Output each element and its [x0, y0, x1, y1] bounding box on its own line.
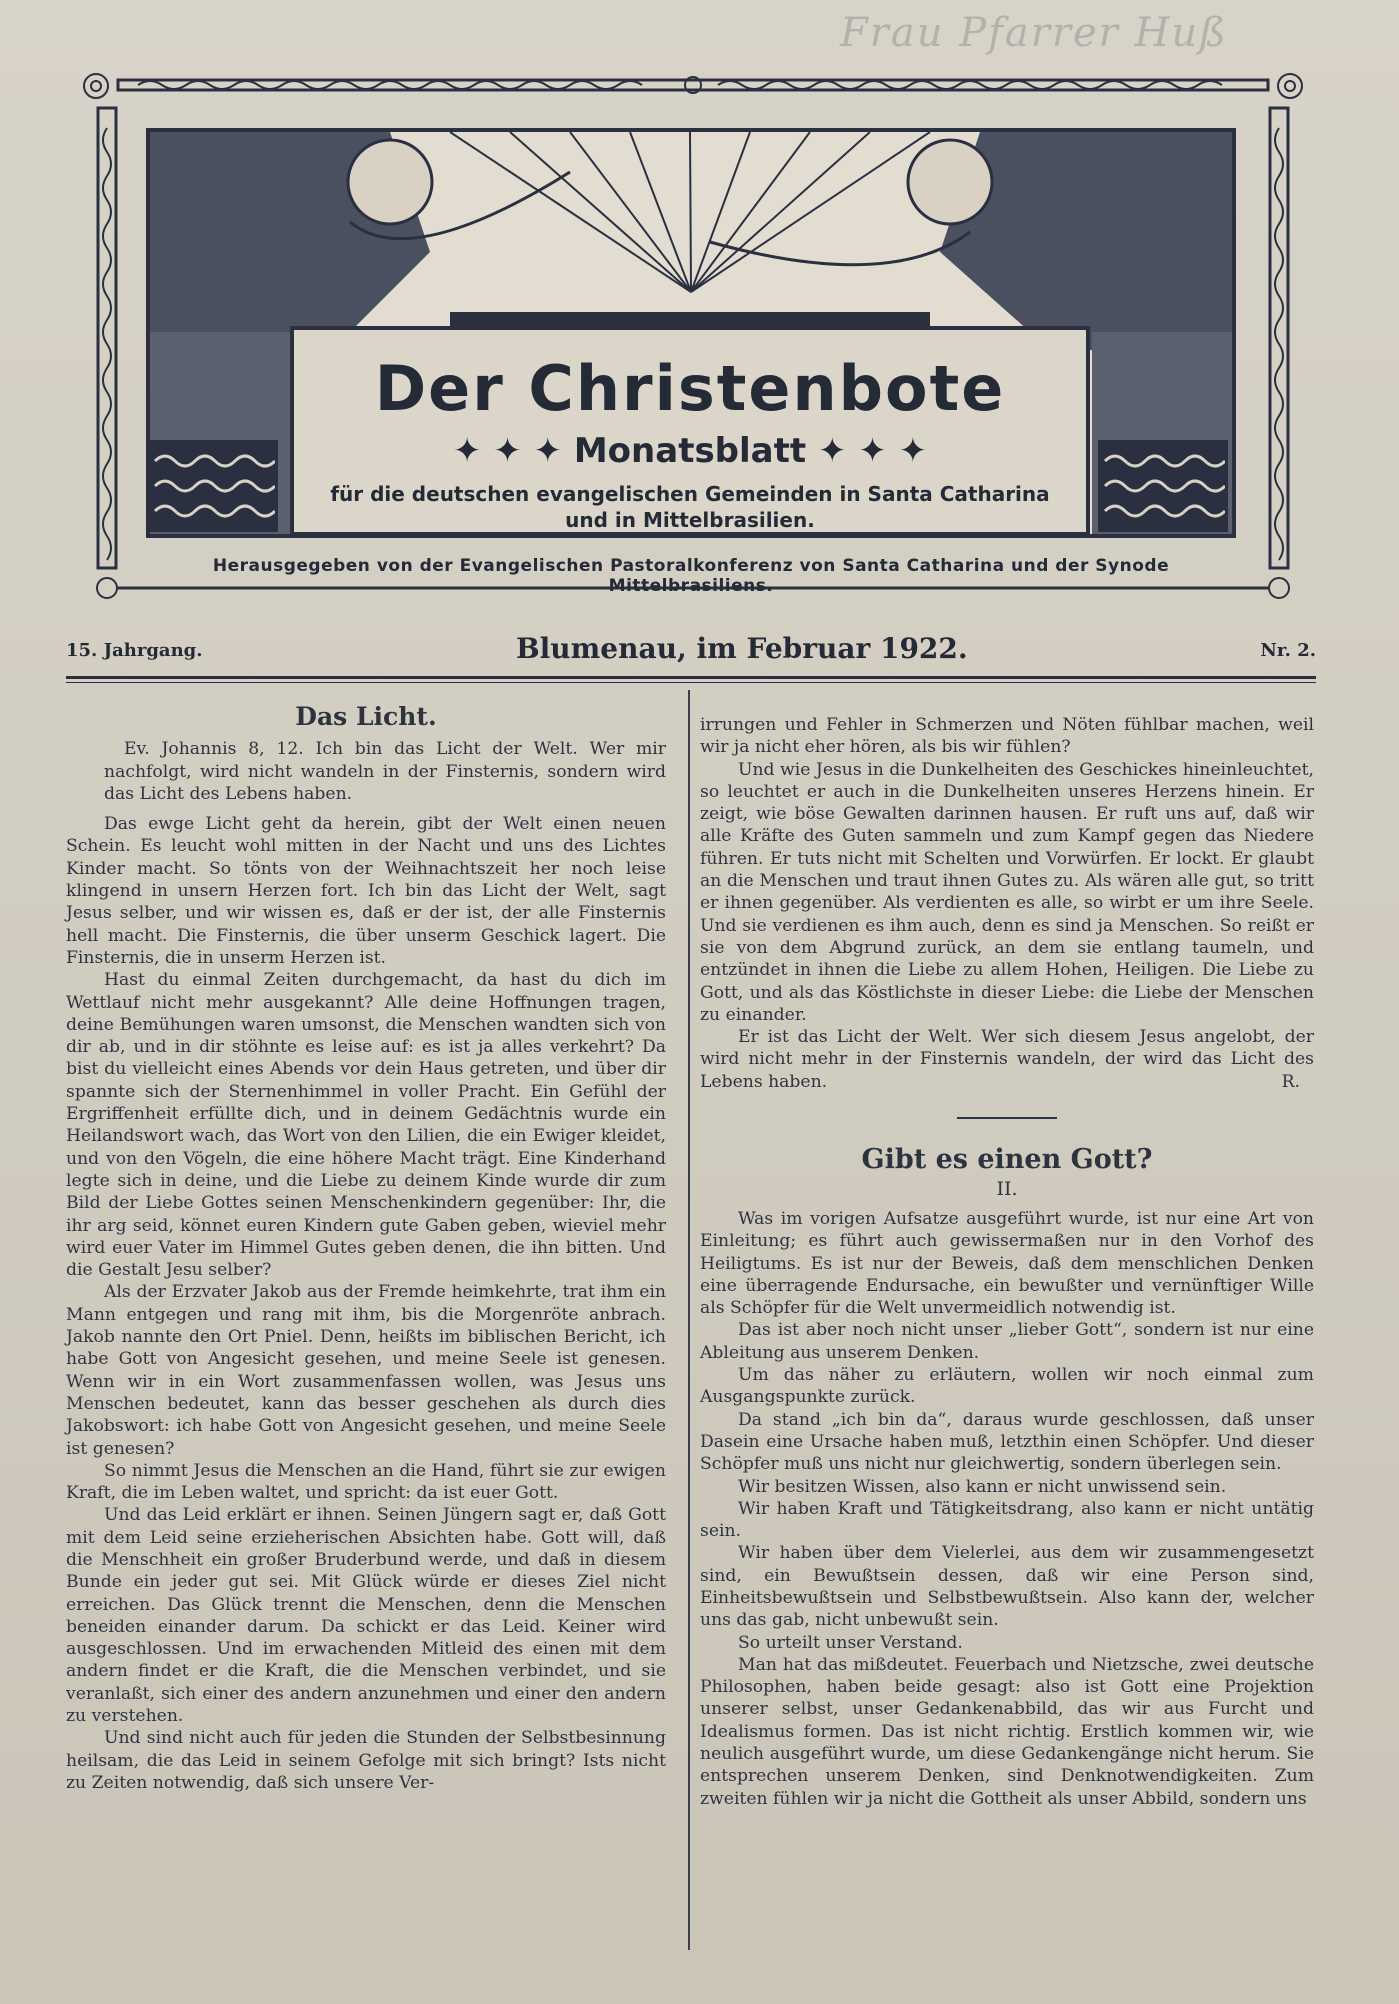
article-part: II.	[996, 1177, 1018, 1200]
right-wave-ornament	[1098, 440, 1228, 532]
paragraph: Das ewge Licht geht da herein, gibt der Welt einen neuen Schein. Es leucht wohl mitten in der Nacht und uns des Lichtes Kinder macht. So tönts von der Weihnachtszeit her noch leise klingend in unsern Herzen fort. Ich bin das Licht der Welt, sagt Jesus selber, und wir wissen es, daß er der ist, der alle Finsternis hell macht. Die Finsternis, die über unserm Geschick lagert. Die Finsternis, die in unserm Herzen ist.	[66, 814, 666, 968]
paragraph: Da stand „ich bin da“, daraus wurde geschlossen, daß unser Dasein eine Ursache haben muß, letzthin einen Schöpfer. Und dieser Schöpfer muß uns nicht nur gleichwertig, sondern überlegen sein.	[700, 1409, 1314, 1475]
description-line-2: und in Mittelbrasilien.	[565, 508, 815, 532]
paragraph: Hast du einmal Zeiten durchgemacht, da hast du dich im Wettlauf nicht mehr ausgekannt? Alle deine Hoffnungen tragen, deine Bemühungen waren umsonst, die Menschen wandten sich von dir ab, und in dir stöhnte es leise auf: es ist ja alles verkehrt? Da bist du vielleicht eines Abends vor dein Haus getreten, und über dir spannte sich der Sternenhimmel in voller Pracht. Ein Gefühl der Ergriffenheit erfüllte dich, und in deinem Gedächtnis wurde ein Heilandswort wach, das Wort von den Lilien, die ein Ewiger kleidet, und von den Vögeln, die eine höhere Macht trägt. Eine Kinderhand legte sich in deine, und die Liebe zu deinem Kinde wurde dir zum Bild der Liebe Gottes seinen Menschenkindern gegenüber: Ihr, die ihr arg seid, könnet euren Kindern gute Gaben geben, wieviel mehr wird euer Vater im Himmel Gutes geben denen, die ihn bitten. Und die Gestalt Jesu selber?	[66, 970, 666, 1281]
volume-label: 15. Jahrgang.	[66, 640, 203, 661]
left-column	[66, 698, 666, 1794]
newspaper-description	[294, 481, 1086, 533]
article-title: Das Licht.	[295, 702, 437, 731]
paragraph: Er ist das Licht der Welt. Wer sich diesem Jesus angelobt, der wird nicht mehr in der Finsternis wandeln, der wird das Licht des Lebens haben.	[700, 1027, 1314, 1092]
wave-pattern-icon	[1101, 443, 1225, 529]
paragraph: Und das Leid erklärt er ihnen. Seinen Jüngern sagt er, daß Gott mit dem Leid seine erzieherischen Absichten habe. Gott will, daß die Menschheit ein großer Bruderbund werde, und daß in diesem Bunde ein jeder gut sei. Mit Glück würde er dieses Ziel nicht erreichen. Das Glück trennt die Menschen, denn die Menschen beneiden einander darum. Da schickt er das Leid. Keiner wird ausgeschlossen. Und im erwachenden Mitleid des einen mit dem andern findet er die Kraft, die die Menschen verbindet, und sie veranlaßt, sich einer des andern anzunehmen und einer den andern zu verstehen.	[66, 1505, 666, 1727]
paragraph: Wir haben über dem Vielerlei, aus dem wir zusammengesetzt sind, ein Bewußtsein dessen, daß wir eine Person sind, Einheitsbewußtsein und Selbstbewußtsein. Also kann der, welcher uns das gab, nicht unbewußt sein.	[700, 1543, 1314, 1631]
paragraph: So nimmt Jesus die Menschen an die Hand, führt sie zur ewigen Kraft, die im Leben waltet, und spricht: da ist euer Gott.	[66, 1460, 666, 1504]
article-signature: R.	[1281, 1072, 1300, 1093]
newspaper-subtitle: ✦ ✦ ✦ Monatsblatt ✦ ✦ ✦	[452, 431, 928, 471]
paragraph: Wir besitzen Wissen, also kann er nicht unwissend sein.	[738, 1476, 1227, 1497]
header-rule	[66, 676, 1316, 679]
paragraph: irrungen und Fehler in Schmerzen und Nöten fühlbar machen, weil wir ja nicht eher hören, als bis wir fühlen?	[700, 715, 1314, 758]
left-wave-ornament	[148, 440, 278, 532]
article-title: Gibt es einen Gott?	[861, 1144, 1153, 1176]
issue-number: Nr. 2.	[1260, 640, 1316, 661]
issue-line	[66, 632, 1316, 672]
header-rule-thin	[66, 682, 1316, 683]
paragraph: Das ist aber noch nicht unser „lieber Gott“, sondern ist nur eine Ableitung aus unserem Denken.	[700, 1320, 1314, 1363]
column-divider	[688, 690, 690, 1950]
paragraph: Und sind nicht auch für jeden die Stunden der Selbstbesinnung heilsam, die das Leid in seinem Gefolge mit sich bringt? Ists nicht zu Zeiten notwendig, daß sich unsere Ver-	[66, 1728, 666, 1793]
paragraph: Und wie Jesus in die Dunkelheiten des Geschickes hineinleuchtet, so leuchtet er auch in die Dunkelheiten unseres Herzens hinein. Er zeigt, wie böse Gewalten darinnen hausen. Er ruft uns auf, daß wir alle Kräfte des Guten sammeln und zum Kampf gegen das Niedere führen. Er tuts nicht mit Schelten und Vorwürfen. Er lockt. Er glaubt an die Menschen und traut ihnen Gutes zu. Als wären alle gut, so tritt er ihnen gegenüber. Als verdienten es alle, so wirbt er um ihre Seele. Und sie verdienen es ihm auch, denn es sind ja Menschen. So reißt er sie von dem Abgrund zurück, an dem sie entlang taumeln, und entzündet in ihnen die Liebe zu allem Hohen, Heiligen. Die Liebe zu Gott, und als das Köstlichste in dieser Liebe: die Liebe der Menschen zu einander.	[700, 759, 1314, 1025]
description-line-1: für die deutschen evangelischen Gemeinden in Santa Catharina	[330, 482, 1050, 506]
wave-pattern-icon	[151, 443, 275, 529]
paragraph: Wir haben Kraft und Tätigkeitsdrang, also kann er nicht untätig sein.	[700, 1498, 1314, 1542]
right-column	[700, 714, 1314, 1810]
bible-verse: Ev. Johannis 8, 12. Ich bin das Licht der Welt. Wer mir nachfolgt, wird nicht wandeln in der Finsternis, sondern wird das Licht des Lebens haben.	[104, 739, 666, 804]
handwritten-note: Frau Pfarrer Huß	[840, 10, 1228, 56]
title-box	[290, 326, 1090, 536]
publisher-line: Herausgegeben von der Evangelischen Pastoralkonferenz von Santa Catharina und der Synode Mittelbrasiliens.	[212, 556, 1170, 596]
paragraph: Als der Erzvater Jakob aus der Fremde heimkehrte, trat ihm ein Mann entgegen und rang mit ihm, bis die Morgenröte anbrach. Jakob nannte den Ort Pniel. Denn, heißts im biblischen Bericht, ich habe Gott von Angesicht gesehen, und meine Seele ist genesen. Wenn wir in ein Wort zusammenfassen wollen, was Jesus uns Menschen bedeutet, kann das besser geschehen als durch dies Jakobswort: ich habe Gott von Angesicht gesehen, und meine Seele ist genesen?	[66, 1282, 666, 1459]
place-date: Blumenau, im Februar 1922.	[516, 632, 968, 665]
article-separator	[957, 1117, 1057, 1119]
paragraph: Man hat das mißdeutet. Feuerbach und Nietzsche, zwei deutsche Philosophen, haben beide gesagt: also ist Gott eine Projektion unserer selbst, unser Gedankenabbild, das wir aus Furcht und Idealismus formen. Das ist nicht richtig. Erstlich kommen wir, wie neulich ausgeführt wurde, um diese Gedankengänge nicht herum. Sie entsprechen unserem Denken, sind Denknotwendigkeiten. Zum zweiten fühlen wir ja nicht die Gottheit als unser Abbild, sondern uns	[700, 1654, 1314, 1809]
paragraph: Um das näher zu erläutern, wollen wir noch einmal zum Ausgangspunkte zurück.	[700, 1365, 1314, 1408]
newspaper-title: Der Christenbote	[374, 352, 1006, 425]
paragraph: So urteilt unser Verstand.	[738, 1632, 963, 1653]
paragraph: Was im vorigen Aufsatze ausgeführt wurde, ist nur eine Art von Einleitung; es führt auch gewissermaßen nur in den Vorhof des Heiligtums. Es ist nur der Beweis, daß dem menschlichen Denken eine überragende Endursache, ein bewußter und vernünftiger Wille als Schöpfer für die Welt unvermeidlich notwendig ist.	[700, 1208, 1314, 1319]
